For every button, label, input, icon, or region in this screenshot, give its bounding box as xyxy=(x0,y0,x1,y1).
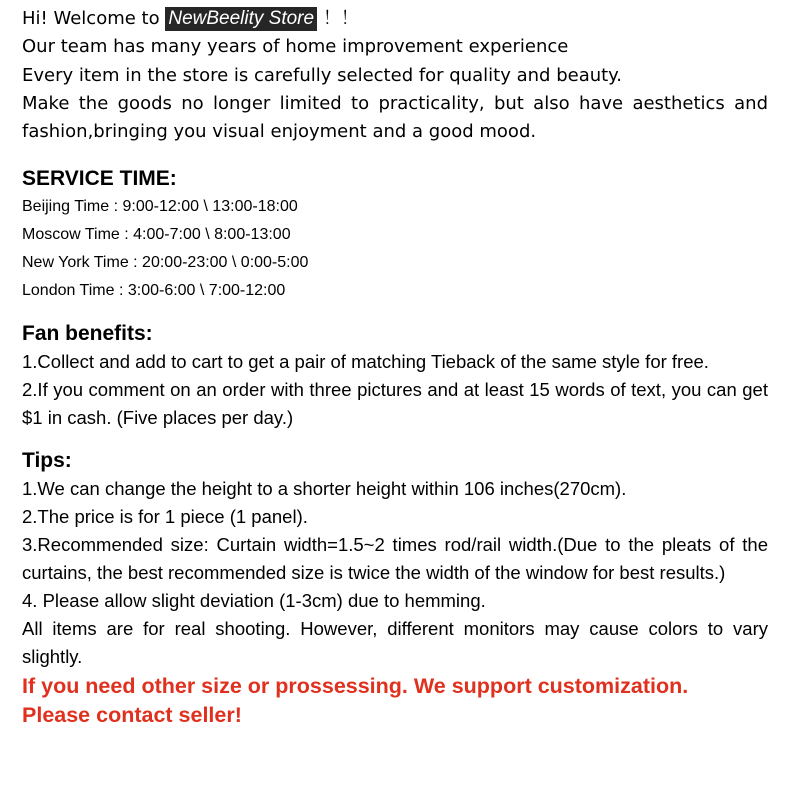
intro-section xyxy=(22,0,768,146)
service-time-london: London Time : 3:00-6:00 \ 7:00-12:00 xyxy=(22,282,286,300)
welcome-exclaim: ！！ xyxy=(322,8,359,29)
fan-benefits-list xyxy=(22,348,768,432)
welcome-line xyxy=(22,0,768,33)
fan-benefit-item: 1.Collect and add to cart to get a pair of matching Tieback of the same style for free. xyxy=(22,351,709,373)
welcome-greeting: Hi! Welcome to xyxy=(22,8,160,29)
tip-item: 3.Recommended size: Curtain width=1.5~2 times rod/rail width.(Due to the pleats of the curtains, the best recommended size is twice the width of the window for best results.) xyxy=(22,534,768,584)
service-time-new-york: New York Time : 20:00-23:00 \ 0:00-5:00 xyxy=(22,254,309,272)
tip-item: 2.The price is for 1 piece (1 panel). xyxy=(22,506,308,528)
store-info-document xyxy=(22,0,768,729)
service-time-moscow: Moscow Time : 4:00-7:00 \ 8:00-13:00 xyxy=(22,226,291,244)
service-time-heading: SERVICE TIME: xyxy=(22,167,177,191)
intro-aesthetics-paragraph: Make the goods no longer limited to practicality, but also have aesthetics and fashion,bringing you visual enjoyment and a good mood. xyxy=(22,92,768,143)
fan-benefit-item: 2.If you comment on an order with three pictures and at least 15 words of text, you can get $1 in cash. (Five places per day.) xyxy=(22,379,768,429)
tips-heading: Tips: xyxy=(22,449,72,473)
customization-line: If you need other size or prossessing. We support customization. xyxy=(22,674,689,699)
service-time-list xyxy=(22,193,768,305)
contact-seller-line: Please contact seller! xyxy=(22,703,242,728)
tip-item: 1.We can change the height to a shorter height within 106 inches(270cm). xyxy=(22,478,627,500)
store-name-tag: NewBeelity Store xyxy=(165,7,317,31)
fan-benefits-heading: Fan benefits: xyxy=(22,322,153,346)
service-time-beijing: Beijing Time : 9:00-12:00 \ 13:00-18:00 xyxy=(22,198,298,216)
intro-experience-line: Our team has many years of home improvement experience xyxy=(22,36,569,58)
tips-list xyxy=(22,475,768,671)
tip-item: 4. Please allow slight deviation (1-3cm) due to hemming. xyxy=(22,590,486,612)
tip-item: All items are for real shooting. However, different monitors may cause colors to vary slightly. xyxy=(22,618,768,668)
customization-notice xyxy=(22,672,768,729)
intro-quality-line: Every item in the store is carefully selected for quality and beauty. xyxy=(22,64,622,86)
